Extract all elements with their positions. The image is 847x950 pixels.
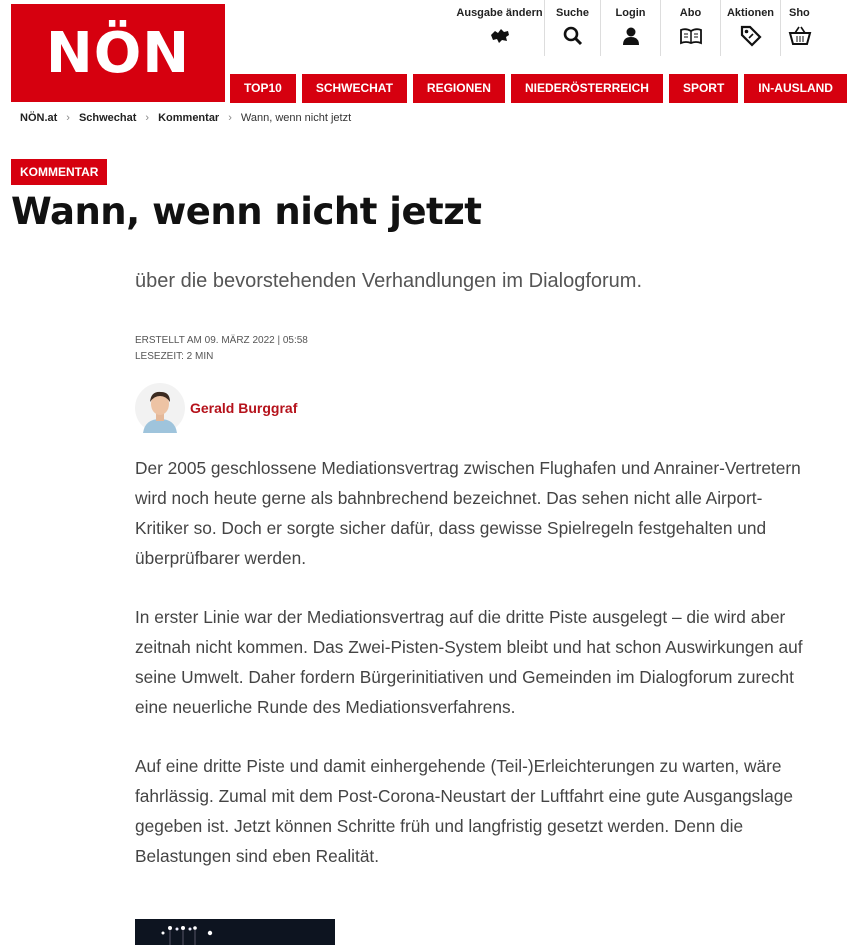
article-paragraph: Der 2005 geschlossene Mediationsvertrag zwischen Flughafen und Anrainer-Vertretern wird noch heute gerne als bahnbrechend bezeichnet. Das sehen nicht alle Airport-Kritiker so. Doch er sorgte sicher dafür, dass gewisse Spielregeln festgehalten und überprüfbarer werden. xyxy=(135,458,801,568)
search-icon xyxy=(562,25,584,47)
chevron-right-icon: › xyxy=(145,112,150,124)
shop-label: Sho xyxy=(789,7,810,19)
author-box[interactable] xyxy=(135,383,297,433)
user-icon xyxy=(620,25,642,47)
main-navigation xyxy=(230,74,847,103)
non-logo[interactable] xyxy=(11,4,225,102)
nav-top10[interactable]: TOP10 xyxy=(230,74,296,103)
article-image xyxy=(135,919,335,945)
aktionen-button[interactable] xyxy=(721,0,781,56)
change-edition-label: Ausgabe ändern xyxy=(456,7,543,19)
search-label: Suche xyxy=(555,7,589,19)
article-meta xyxy=(135,333,308,365)
breadcrumb-home[interactable]: NÖN.at xyxy=(20,112,58,124)
change-edition-button[interactable] xyxy=(455,0,545,56)
article-paragraph: In erster Linie war der Mediationsvertrag auf die dritte Piste ausgelegt – die wird aber zeitnah nicht kommen. Das Zwei-Pisten-System bleibt und hat schon Auswirkungen auf seine Umwelt. Daher fordern Bürgerinitiativen und Gemeinden im Dialogforum zurecht eine neuerliche Runde des Mediationsverfahrens. xyxy=(135,607,803,717)
basket-icon xyxy=(789,25,811,47)
newspaper-icon xyxy=(680,25,702,47)
article-body xyxy=(135,453,805,900)
author-avatar[interactable] xyxy=(135,383,185,433)
breadcrumb-schwechat[interactable]: Schwechat xyxy=(78,112,137,124)
author-name[interactable]: Gerald Burggraf xyxy=(190,400,298,416)
chevron-right-icon: › xyxy=(228,112,232,124)
tag-icon xyxy=(740,25,762,47)
austria-map-icon xyxy=(489,25,511,47)
created-date: ERSTELLT AM 09. MÄRZ 2022 | 05:58 xyxy=(135,335,308,346)
breadcrumb-kommentar[interactable]: Kommentar xyxy=(158,112,220,124)
nav-regionen[interactable]: REGIONEN xyxy=(413,74,505,103)
breadcrumb xyxy=(20,112,351,124)
utility-bar xyxy=(455,0,821,62)
article-title: Wann, wenn nicht jetzt xyxy=(11,190,482,233)
nav-in-ausland[interactable]: IN-AUSLAND xyxy=(744,74,847,103)
nav-niederoesterreich[interactable]: NIEDERÖSTERREICH xyxy=(511,74,663,103)
article-kicker[interactable]: KOMMENTAR xyxy=(11,159,107,185)
nav-schwechat[interactable]: SCHWECHAT xyxy=(302,74,407,103)
chevron-right-icon: › xyxy=(66,112,70,124)
shop-button[interactable] xyxy=(781,0,821,56)
login-button[interactable] xyxy=(601,0,661,56)
login-label: Login xyxy=(615,7,646,19)
abo-button[interactable] xyxy=(661,0,721,56)
search-button[interactable] xyxy=(545,0,601,56)
abo-label: Abo xyxy=(679,7,702,19)
article-teaser: über die bevorstehenden Verhandlungen im Dialogforum. xyxy=(135,270,643,292)
logo-text: NÖN xyxy=(45,20,191,86)
nav-sport[interactable]: SPORT xyxy=(669,74,738,103)
reading-time: LESEZEIT: 2 MIN xyxy=(135,351,214,362)
article-paragraph: Auf eine dritte Piste und damit einhergehende (Teil-)Erleichterungen zu warten, wäre fahrlässig. Zumal mit dem Post-Corona-Neustart der Luftfahrt eine gute Ausgangslage gegeben ist. Jetzt können Schritte früh und langfristig gesetzt werden. Denn die Belastungen sind eben Realität. xyxy=(135,756,793,866)
aktionen-label: Aktionen xyxy=(726,7,775,19)
breadcrumb-current: Wann, wenn nicht jetzt xyxy=(240,112,352,124)
